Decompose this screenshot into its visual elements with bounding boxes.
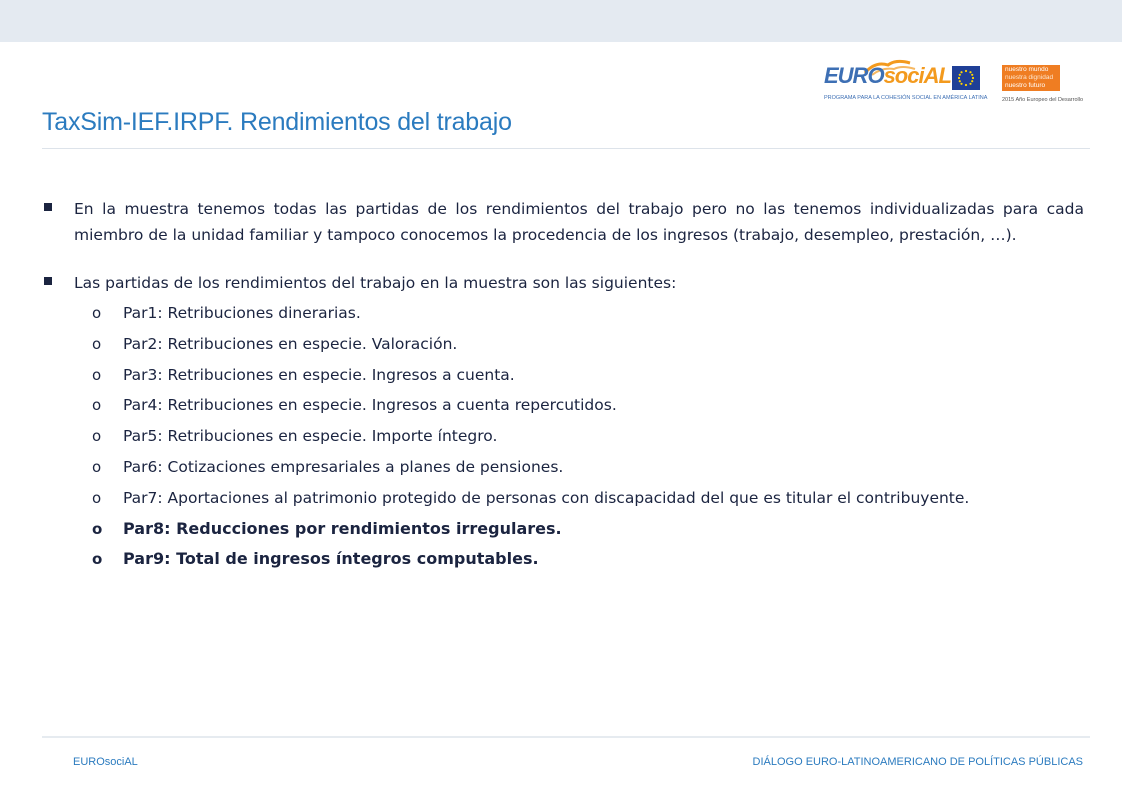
footer-tagline: DIÁLOGO EURO-LATINOAMERICANO DE POLÍTICAS PÚBLICAS — [752, 756, 1083, 768]
circle-bullet-icon: o — [92, 488, 102, 507]
circle-bullet-icon: o — [92, 304, 102, 322]
eu-flag-icon — [952, 66, 980, 90]
list-item — [42, 298, 1084, 329]
header-logos — [820, 55, 1090, 105]
list-item — [42, 360, 1084, 391]
campaign-line-1: nuestro mundo — [1005, 66, 1049, 73]
list-item-text: Par1: Retribuciones dinerarias. — [123, 304, 361, 322]
list-item — [42, 483, 1084, 514]
list-item-text: Par7: Aportaciones al patrimonio protegido de personas con discapacidad del que es titular el contribuyente. — [123, 488, 970, 507]
slide-title: TaxSim-IEF.IRPF. Rendimientos del trabajo — [42, 108, 512, 136]
list-item-text: Par6: Cotizaciones empresariales a planes de pensiones. — [123, 457, 564, 476]
list-item-text: Par8: Reducciones por rendimientos irregulares. — [123, 518, 562, 538]
bullet-item — [42, 196, 1084, 248]
title-divider — [42, 148, 1090, 149]
list-item-text: Par3: Retribuciones en especie. Ingresos a cuenta. — [123, 365, 515, 384]
campaign-logo — [1002, 65, 1060, 91]
eurosocial-tagline: PROGRAMA PARA LA COHESIÓN SOCIAL EN AMÉRICA LATINA — [824, 95, 988, 101]
list-item — [42, 421, 1084, 452]
list-item-highlight — [42, 514, 1084, 545]
circle-bullet-icon: o — [92, 396, 102, 415]
square-bullet-icon — [44, 203, 52, 211]
eurosocial-logo — [820, 55, 988, 105]
campaign-line-2: nuestra dignidad — [1005, 74, 1054, 81]
list-item-text: Par9: Total de ingresos íntegros computables. — [123, 549, 539, 569]
footer-divider — [42, 736, 1090, 738]
footer-brand: EUROsociAL — [73, 756, 138, 768]
bullet-text: En la muestra tenemos todas las partidas de los rendimientos del trabajo pero no las tenemos individualizadas para cada miembro de la unidad familiar y tampoco conocemos la procedencia de los ingresos (trabajo, desempleo, prestación, …). — [74, 200, 1084, 244]
slide-content — [42, 196, 1084, 575]
list-item-highlight — [42, 544, 1084, 575]
list-item-text: Par2: Retribuciones en especie. Valoración. — [123, 334, 458, 353]
campaign-caption: 2015 Año Europeo del Desarrollo — [1002, 97, 1084, 103]
list-item-text: Par4: Retribuciones en especie. Ingresos a cuenta repercutidos. — [123, 396, 617, 415]
circle-bullet-icon: o — [92, 334, 102, 353]
square-bullet-icon — [44, 277, 52, 285]
list-item — [42, 329, 1084, 360]
top-band — [0, 0, 1122, 42]
list-item — [42, 390, 1084, 421]
partidas-list — [42, 298, 1084, 575]
list-item — [42, 452, 1084, 483]
circle-bullet-icon: o — [92, 457, 102, 476]
circle-bullet-icon: o — [92, 519, 103, 538]
bullet-text: Las partidas de los rendimientos del trabajo en la muestra son las siguientes: — [74, 274, 677, 292]
eurosocial-wordmark: EUROsociAL — [824, 63, 951, 88]
circle-bullet-icon: o — [92, 427, 102, 446]
campaign-line-3: nuestro futuro — [1005, 82, 1046, 89]
circle-bullet-icon: o — [92, 365, 102, 384]
list-item-text: Par5: Retribuciones en especie. Importe íntegro. — [123, 427, 498, 446]
bullet-item — [42, 270, 1084, 296]
circle-bullet-icon: o — [92, 550, 103, 569]
